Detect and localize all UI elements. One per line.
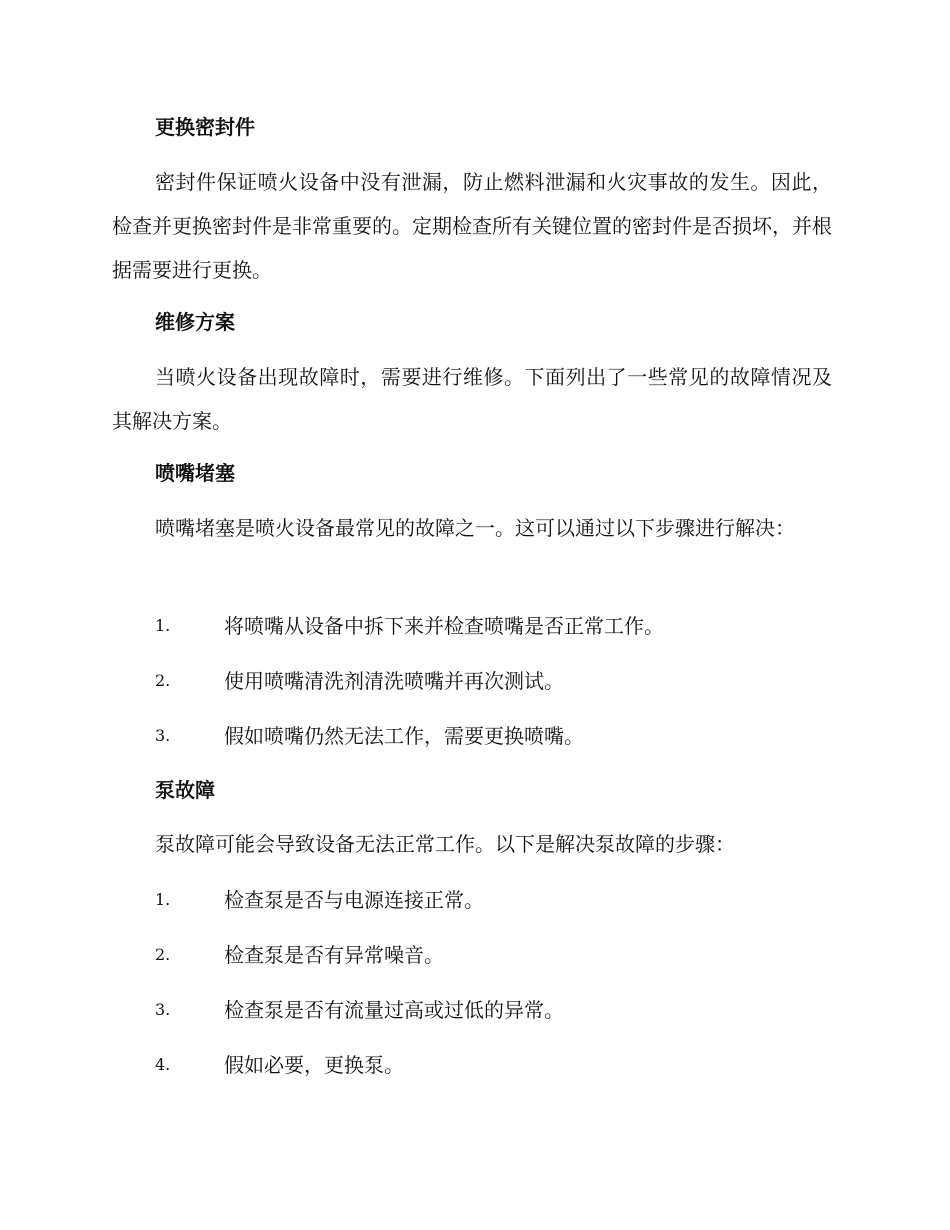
list-item-number: 1.	[155, 616, 171, 635]
list-item-text: 假如必要，更换泵。	[224, 1053, 404, 1077]
list-item-number: 2.	[155, 945, 171, 964]
section-heading-repair-plan: 维修方案	[155, 310, 235, 334]
section-heading-seal-replacement: 更换密封件	[155, 115, 255, 139]
list-item-text: 检查泵是否有流量过高或过低的异常。	[224, 998, 564, 1022]
list-item-text: 检查泵是否有异常噪音。	[224, 943, 444, 967]
list-item-number: 3.	[155, 726, 171, 745]
section-paragraph-pump-failure: 泵故障可能会导致设备无法正常工作。以下是解决泵故障的步骤：	[155, 832, 735, 856]
list-item-text: 将喷嘴从设备中拆下来并检查喷嘴是否正常工作。	[224, 614, 664, 638]
list-item-number: 4.	[155, 1055, 171, 1074]
list-item-number: 3.	[155, 1000, 171, 1019]
section-heading-nozzle-clog: 喷嘴堵塞	[155, 461, 235, 485]
list-item-number: 1.	[155, 890, 171, 909]
section-heading-pump-failure: 泵故障	[155, 778, 215, 802]
list-item-text: 检查泵是否与电源连接正常。	[224, 888, 484, 912]
section-paragraph-seal-replacement: 密封件保证喷火设备中没有泄漏，防止燃料泄漏和火灾事故的发生。因此，检查并更换密封件是非常重要的。定期检查所有关键位置的密封件是否损坏，并根据需要进行更换。	[112, 170, 832, 282]
list-item-text: 假如喷嘴仍然无法工作，需要更换喷嘴。	[224, 724, 584, 748]
section-paragraph-repair-plan: 当喷火设备出现故障时，需要进行维修。下面列出了一些常见的故障情况及其解决方案。	[112, 365, 832, 433]
list-item-number: 2.	[155, 671, 171, 690]
list-item-text: 使用喷嘴清洗剂清洗喷嘴并再次测试。	[224, 669, 564, 693]
section-paragraph-nozzle-clog: 喷嘴堵塞是喷火设备最常见的故障之一。这可以通过以下步骤进行解决：	[155, 516, 795, 540]
